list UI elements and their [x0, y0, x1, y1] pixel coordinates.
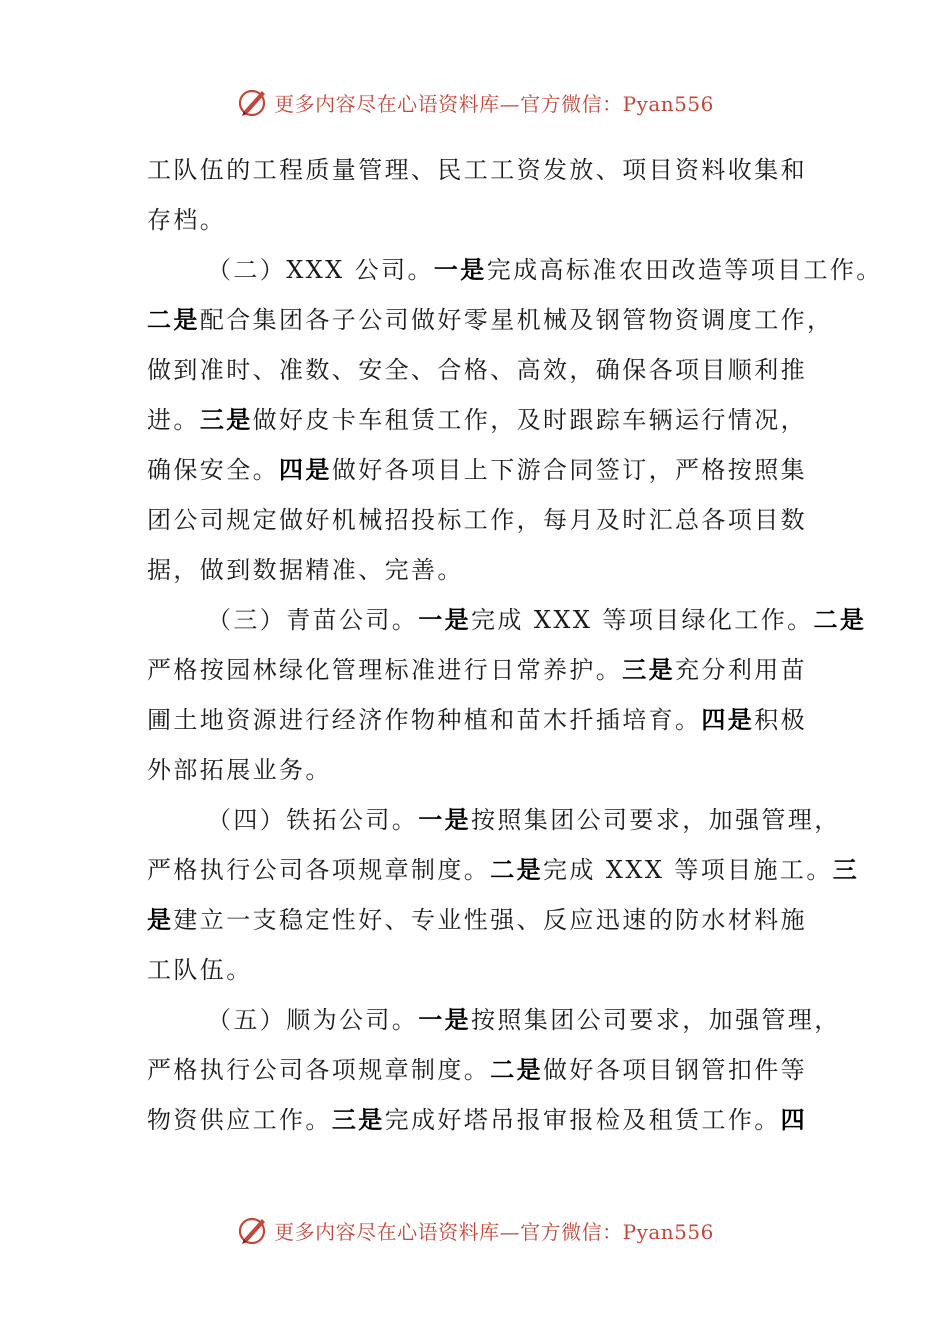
- text-line: [147, 945, 817, 995]
- text-segment: （四）铁拓公司。: [207, 806, 419, 834]
- text-segment: 严格执行公司各项规章制度。: [147, 1056, 491, 1084]
- text-segment: 据，做到数据精准、完善。: [147, 556, 464, 584]
- text-segment: 完成 XXX 等项目绿化工作。: [471, 606, 814, 634]
- text-segment: 工队伍的工程质量管理、民工工资发放、项目资料收集和: [147, 156, 807, 184]
- text-line: [147, 795, 841, 845]
- bold-keyword: 三是: [331, 1105, 385, 1134]
- bold-keyword: 一是: [433, 255, 487, 284]
- text-segment: 确保安全。: [147, 456, 279, 484]
- text-line: [147, 895, 817, 945]
- pen-logo-icon: [236, 85, 270, 119]
- bold-keyword: 四是: [279, 455, 332, 484]
- text-segment: 按照集团公司要求，加强管理，: [471, 1006, 841, 1034]
- text-segment: 严格按园林绿化管理标准进行日常养护。: [147, 656, 623, 684]
- bold-keyword: 一是: [418, 605, 472, 634]
- text-line: [147, 1095, 817, 1145]
- bold-keyword: 二是: [490, 855, 544, 884]
- text-line: [147, 645, 817, 695]
- text-segment: 严格执行公司各项规章制度。: [147, 856, 491, 884]
- text-segment: 充分利用苗: [675, 656, 808, 684]
- text-segment: 进。: [147, 406, 200, 434]
- bold-keyword: 二是: [490, 1055, 544, 1084]
- bold-keyword: 一是: [418, 1005, 472, 1034]
- text-segment: 配合集团各子公司做好零星机械及钢管物资调度工作，: [199, 306, 834, 334]
- text-segment: （二）XXX 公司。: [207, 256, 434, 284]
- text-segment: 按照集团公司要求，加强管理，: [471, 806, 841, 834]
- bold-keyword: 二是: [813, 605, 867, 634]
- text-line: [147, 145, 817, 195]
- header-banner-text: 更多内容尽在心语资料库—官方微信：Pyan556: [274, 91, 714, 116]
- text-segment: 积极: [754, 706, 808, 734]
- text-line: [147, 295, 834, 345]
- text-line: [147, 345, 817, 395]
- text-segment: 物资供应工作。: [147, 1106, 332, 1134]
- text-segment: 圃土地资源进行经济作物种植和苗木扦插培育。: [147, 706, 702, 734]
- text-segment: 建立一支稳定性好、专业性强、反应迅速的防水材料施: [173, 906, 808, 934]
- text-segment: 做好皮卡车租赁工作，及时跟踪车辆运行情况，: [252, 406, 808, 434]
- bold-keyword: 是: [147, 905, 174, 934]
- text-line: [147, 395, 817, 445]
- text-line: [147, 195, 817, 245]
- bold-keyword: 三是: [199, 405, 253, 434]
- text-line: [147, 745, 817, 795]
- bold-keyword: 二是: [147, 305, 200, 334]
- bold-keyword: 四是: [701, 705, 755, 734]
- text-segment: 团公司规定做好机械招投标工作，每月及时汇总各项目数: [147, 506, 807, 534]
- text-segment: 工队伍。: [147, 956, 253, 984]
- text-line: [147, 495, 817, 545]
- text-segment: 外部拓展业务。: [147, 756, 332, 784]
- bold-keyword: 三: [832, 855, 860, 884]
- text-segment: 做好各项目上下游合同签订，严格按照集: [331, 456, 808, 484]
- text-line: [147, 445, 817, 495]
- text-segment: 完成好塔吊报审报检及租赁工作。: [384, 1106, 781, 1134]
- text-line: [147, 245, 883, 295]
- text-segment: 完成 XXX 等项目施工。: [543, 856, 833, 884]
- footer-banner: [0, 1210, 950, 1250]
- header-banner: [0, 82, 950, 122]
- document-body: [147, 145, 883, 1145]
- text-line: [147, 995, 841, 1045]
- bold-keyword: 一是: [418, 805, 472, 834]
- bold-keyword: 三是: [622, 655, 676, 684]
- text-segment: 完成高标准农田改造等项目工作。: [486, 256, 883, 284]
- footer-banner-text: 更多内容尽在心语资料库—官方微信：Pyan556: [274, 1219, 714, 1244]
- text-line: [147, 1045, 817, 1095]
- text-segment: 做到准时、准数、安全、合格、高效，确保各项目顺利推: [147, 356, 807, 384]
- text-line: [147, 545, 817, 595]
- text-line: [147, 695, 817, 745]
- text-line: [147, 845, 860, 895]
- text-segment: 存档。: [147, 206, 227, 234]
- text-segment: （三）青苗公司。: [207, 606, 419, 634]
- pen-logo-icon: [236, 1213, 270, 1247]
- text-segment: 做好各项目钢管扣件等: [543, 1056, 808, 1084]
- bold-keyword: 四: [780, 1105, 808, 1134]
- text-line: [147, 595, 867, 645]
- text-segment: （五）顺为公司。: [207, 1006, 419, 1034]
